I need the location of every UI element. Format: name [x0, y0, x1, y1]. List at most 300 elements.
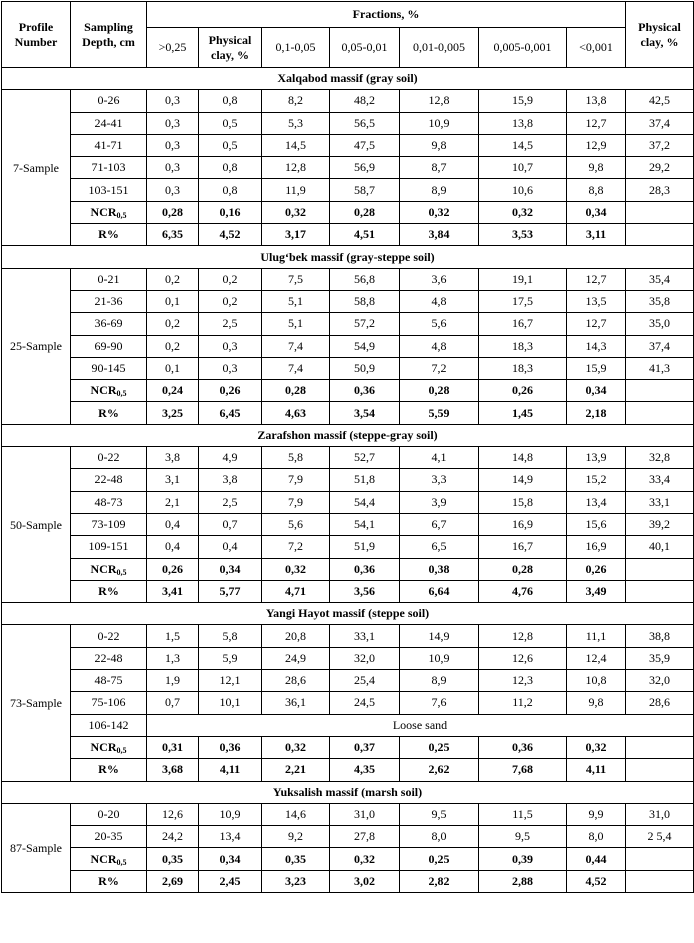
depth-cell: 106-142 [71, 714, 147, 736]
fraction-cell: 0,4 [147, 536, 199, 558]
table-row [2, 536, 694, 558]
fraction-cell: 2,5 [199, 491, 262, 513]
fraction-cell: 1,5 [147, 625, 199, 647]
ncr-label-text: NCR [90, 204, 117, 219]
depth-cell: 0-22 [71, 625, 147, 647]
fraction-cell: 14,5 [262, 134, 330, 156]
fraction-cell: 12,3 [479, 670, 567, 692]
fraction-cell: 14,6 [262, 803, 330, 825]
ncr-cell: 0,32 [262, 201, 330, 223]
fraction-cell: 14,5 [479, 134, 567, 156]
fraction-cell: 13,9 [567, 447, 626, 469]
ncr-label [71, 736, 147, 758]
r-percent-cell: 5,77 [199, 580, 262, 602]
fraction-cell: 16,7 [479, 536, 567, 558]
ncr-cell: 0,25 [400, 736, 479, 758]
ncr-row [2, 380, 694, 402]
depth-cell: 0-20 [71, 803, 147, 825]
physical-clay-cell: 35,8 [626, 290, 694, 312]
r-percent-cell: 3,54 [330, 402, 400, 424]
r-percent-cell: 3,25 [147, 402, 199, 424]
table-row [2, 90, 694, 112]
table-row [2, 335, 694, 357]
empty-cell [626, 759, 694, 781]
fraction-cell: 11,1 [567, 625, 626, 647]
ncr-label-text: NCR [90, 383, 117, 398]
empty-cell [626, 558, 694, 580]
r-percent-cell: 1,45 [479, 402, 567, 424]
fraction-cell: 15,9 [479, 90, 567, 112]
fraction-cell: 11,9 [262, 179, 330, 201]
r-percent-label: R% [71, 402, 147, 424]
fraction-cell: 19,1 [479, 268, 567, 290]
r-percent-cell: 4,52 [567, 870, 626, 892]
fraction-cell: 10,6 [479, 179, 567, 201]
fraction-cell: 0,7 [199, 513, 262, 535]
depth-cell: 48-75 [71, 670, 147, 692]
r-percent-cell: 3,84 [400, 224, 479, 246]
r-percent-cell: 4,11 [567, 759, 626, 781]
fraction-cell: 13,8 [479, 112, 567, 134]
ncr-cell: 0,32 [262, 558, 330, 580]
fraction-cell: 7,9 [262, 491, 330, 513]
fraction-cell: 12,6 [147, 803, 199, 825]
fraction-cell: 0,3 [147, 134, 199, 156]
massif-title: Zarafshon massif (steppe-gray soil) [2, 424, 694, 446]
fraction-cell: 3,1 [147, 469, 199, 491]
fraction-cell: 11,2 [479, 692, 567, 714]
physical-clay-cell: 42,5 [626, 90, 694, 112]
ncr-cell: 0,24 [147, 380, 199, 402]
ncr-cell: 0,32 [330, 848, 400, 870]
fraction-cell: 5,6 [400, 313, 479, 335]
fraction-cell: 0,5 [199, 134, 262, 156]
r-percent-cell: 2,69 [147, 870, 199, 892]
fraction-cell: 14,3 [567, 335, 626, 357]
table-row [2, 491, 694, 513]
depth-cell: 90-145 [71, 357, 147, 379]
ncr-cell: 0,38 [400, 558, 479, 580]
massif-title-row [2, 603, 694, 625]
fraction-cell: 0,4 [199, 536, 262, 558]
table-row [2, 134, 694, 156]
fraction-cell: 14,9 [479, 469, 567, 491]
soil-fractions-table [1, 1, 694, 893]
massif-title-row [2, 424, 694, 446]
fraction-cell: 9,8 [567, 692, 626, 714]
fraction-cell: 51,9 [330, 536, 400, 558]
ncr-cell: 0,34 [199, 558, 262, 580]
fraction-cell: 9,2 [262, 826, 330, 848]
r-percent-cell: 3,23 [262, 870, 330, 892]
physical-clay-cell: 31,0 [626, 803, 694, 825]
physical-clay-cell: 29,2 [626, 157, 694, 179]
r-percent-cell: 4,71 [262, 580, 330, 602]
r-percent-cell: 2,18 [567, 402, 626, 424]
ncr-cell: 0,35 [262, 848, 330, 870]
profile-number: 25-Sample [2, 268, 71, 424]
fraction-cell: 4,9 [199, 447, 262, 469]
ncr-cell: 0,32 [567, 736, 626, 758]
r-percent-cell: 4,35 [330, 759, 400, 781]
ncr-label [71, 848, 147, 870]
fraction-cell: 56,9 [330, 157, 400, 179]
r-percent-cell: 4,63 [262, 402, 330, 424]
physical-clay-cell: 2 5,4 [626, 826, 694, 848]
empty-cell [626, 402, 694, 424]
fraction-cell: 0,3 [147, 179, 199, 201]
ncr-cell: 0,35 [147, 848, 199, 870]
fraction-cell: 13,5 [567, 290, 626, 312]
ncr-cell: 0,31 [147, 736, 199, 758]
fraction-cell: 15,2 [567, 469, 626, 491]
fraction-cell: 8,0 [567, 826, 626, 848]
ncr-cell: 0,34 [567, 380, 626, 402]
r-percent-cell: 6,35 [147, 224, 199, 246]
r-percent-cell: 3,56 [330, 580, 400, 602]
ncr-cell: 0,37 [330, 736, 400, 758]
ncr-cell: 0,28 [262, 380, 330, 402]
fraction-cell: 0,2 [147, 268, 199, 290]
fraction-cell: 7,9 [262, 469, 330, 491]
header-fraction-col: <0,001 [567, 28, 626, 68]
fraction-cell: 58,8 [330, 290, 400, 312]
header-physical-clay: Physical clay, % [626, 2, 694, 68]
fraction-cell: 16,9 [479, 513, 567, 535]
ncr-cell: 0,25 [400, 848, 479, 870]
ncr-cell: 0,36 [330, 558, 400, 580]
header-fraction-col: 0,01-0,005 [400, 28, 479, 68]
fraction-cell: 1,3 [147, 647, 199, 669]
table-row [2, 670, 694, 692]
fraction-cell: 33,1 [330, 625, 400, 647]
depth-cell: 103-151 [71, 179, 147, 201]
fraction-cell: 7,4 [262, 335, 330, 357]
physical-clay-cell: 37,2 [626, 134, 694, 156]
fraction-cell: 54,9 [330, 335, 400, 357]
header-sampling-depth: Sampling Depth, cm [71, 2, 147, 68]
massif-title: Ulug‘bek massif (gray-steppe soil) [2, 246, 694, 268]
fraction-cell: 0,7 [147, 692, 199, 714]
r-percent-cell: 3,41 [147, 580, 199, 602]
fraction-cell: 32,0 [330, 647, 400, 669]
fraction-cell: 25,4 [330, 670, 400, 692]
fraction-cell: 16,7 [479, 313, 567, 335]
r-percent-cell: 3,17 [262, 224, 330, 246]
fraction-cell: 9,8 [567, 157, 626, 179]
header-fraction-col: 0,005-0,001 [479, 28, 567, 68]
physical-clay-cell: 33,4 [626, 469, 694, 491]
depth-cell: 73-109 [71, 513, 147, 535]
fraction-cell: 0,3 [147, 90, 199, 112]
fraction-cell: 4,8 [400, 290, 479, 312]
massif-title-row [2, 781, 694, 803]
fraction-cell: 51,8 [330, 469, 400, 491]
ncr-cell: 0,36 [479, 736, 567, 758]
fraction-cell: 12,8 [400, 90, 479, 112]
header-fraction-col: 0,05-0,01 [330, 28, 400, 68]
empty-cell [626, 870, 694, 892]
fraction-cell: 12,8 [262, 157, 330, 179]
massif-title: Yuksalish massif (marsh soil) [2, 781, 694, 803]
r-percent-cell: 3,02 [330, 870, 400, 892]
physical-clay-cell: 41,3 [626, 357, 694, 379]
empty-cell [626, 380, 694, 402]
fraction-cell: 0,2 [199, 290, 262, 312]
depth-cell: 20-35 [71, 826, 147, 848]
physical-clay-cell: 35,0 [626, 313, 694, 335]
r-percent-cell: 6,64 [400, 580, 479, 602]
ncr-cell: 0,36 [330, 380, 400, 402]
fraction-cell: 10,9 [400, 647, 479, 669]
table-row [2, 714, 694, 736]
physical-clay-cell: 28,3 [626, 179, 694, 201]
ncr-cell: 0,34 [567, 201, 626, 223]
fraction-cell: 47,5 [330, 134, 400, 156]
ncr-cell: 0,36 [199, 736, 262, 758]
r-percent-cell: 4,52 [199, 224, 262, 246]
ncr-cell: 0,28 [330, 201, 400, 223]
fraction-cell: 2,5 [199, 313, 262, 335]
fraction-cell: 0,5 [199, 112, 262, 134]
r-percent-row [2, 870, 694, 892]
fraction-cell: 15,8 [479, 491, 567, 513]
fraction-cell: 5,3 [262, 112, 330, 134]
ncr-cell: 0,39 [479, 848, 567, 870]
depth-cell: 22-48 [71, 469, 147, 491]
empty-cell [626, 736, 694, 758]
header-fraction-col: Physical clay, % [199, 28, 262, 68]
r-percent-cell: 6,45 [199, 402, 262, 424]
fraction-cell: 12,7 [567, 112, 626, 134]
fraction-cell: 14,9 [400, 625, 479, 647]
table-row [2, 647, 694, 669]
depth-cell: 36-69 [71, 313, 147, 335]
ncr-cell: 0,32 [262, 736, 330, 758]
table-row [2, 447, 694, 469]
header-profile-number: Profile Number [2, 2, 71, 68]
r-percent-label: R% [71, 580, 147, 602]
r-percent-cell: 4,76 [479, 580, 567, 602]
ncr-cell: 0,28 [147, 201, 199, 223]
fraction-cell: 3,6 [400, 268, 479, 290]
fraction-cell: 10,7 [479, 157, 567, 179]
r-percent-row [2, 402, 694, 424]
ncr-label [71, 558, 147, 580]
table-header [2, 2, 694, 68]
fraction-cell: 52,7 [330, 447, 400, 469]
fraction-cell: 0,1 [147, 290, 199, 312]
fraction-cell: 56,5 [330, 112, 400, 134]
ncr-cell: 0,32 [400, 201, 479, 223]
fraction-cell: 10,9 [199, 803, 262, 825]
fraction-cell: 0,3 [147, 112, 199, 134]
ncr-cell: 0,16 [199, 201, 262, 223]
table-row [2, 290, 694, 312]
table-row [2, 692, 694, 714]
empty-cell [626, 224, 694, 246]
fraction-cell: 17,5 [479, 290, 567, 312]
physical-clay-cell: 40,1 [626, 536, 694, 558]
profile-number: 50-Sample [2, 447, 71, 603]
table-row [2, 112, 694, 134]
table-body [2, 68, 694, 893]
table-row [2, 469, 694, 491]
fraction-cell: 3,9 [400, 491, 479, 513]
fraction-cell: 10,9 [400, 112, 479, 134]
ncr-cell: 0,26 [567, 558, 626, 580]
fraction-cell: 56,8 [330, 268, 400, 290]
r-percent-label: R% [71, 759, 147, 781]
r-percent-cell: 2,62 [400, 759, 479, 781]
fraction-cell: 8,9 [400, 670, 479, 692]
table-row [2, 826, 694, 848]
fraction-cell: 24,5 [330, 692, 400, 714]
r-percent-row [2, 580, 694, 602]
fraction-cell: 27,8 [330, 826, 400, 848]
fraction-cell: 7,2 [262, 536, 330, 558]
fraction-cell: 0,3 [147, 157, 199, 179]
profile-number: 7-Sample [2, 90, 71, 246]
fraction-cell: 7,4 [262, 357, 330, 379]
depth-cell: 41-71 [71, 134, 147, 156]
fraction-cell: 5,9 [199, 647, 262, 669]
r-percent-cell: 3,53 [479, 224, 567, 246]
fraction-cell: 20,8 [262, 625, 330, 647]
fraction-cell: 54,4 [330, 491, 400, 513]
depth-cell: 69-90 [71, 335, 147, 357]
fraction-cell: 4,8 [400, 335, 479, 357]
depth-cell: 48-73 [71, 491, 147, 513]
fraction-cell: 15,6 [567, 513, 626, 535]
r-percent-label: R% [71, 224, 147, 246]
physical-clay-cell: 38,8 [626, 625, 694, 647]
ncr-cell: 0,28 [479, 558, 567, 580]
massif-title-row [2, 246, 694, 268]
fraction-cell: 12,6 [479, 647, 567, 669]
r-percent-cell: 4,51 [330, 224, 400, 246]
fraction-cell: 9,5 [400, 803, 479, 825]
fraction-cell: 18,3 [479, 335, 567, 357]
header-fraction-col: >0,25 [147, 28, 199, 68]
ncr-cell: 0,26 [147, 558, 199, 580]
header-fraction-col: 0,1-0,05 [262, 28, 330, 68]
fraction-cell: 0,8 [199, 157, 262, 179]
ncr-cell: 0,26 [479, 380, 567, 402]
depth-cell: 0-21 [71, 268, 147, 290]
fraction-cell: 0,3 [199, 335, 262, 357]
fraction-cell: 10,8 [567, 670, 626, 692]
fraction-cell: 54,1 [330, 513, 400, 535]
ncr-cell: 0,26 [199, 380, 262, 402]
ncr-label-subscript: 0,5 [116, 210, 127, 220]
r-percent-cell: 7,68 [479, 759, 567, 781]
fraction-cell: 8,8 [567, 179, 626, 201]
massif-title: Yangi Hayot massif (steppe soil) [2, 603, 694, 625]
physical-clay-cell: 35,9 [626, 647, 694, 669]
fraction-cell: 9,8 [400, 134, 479, 156]
fraction-cell: 7,2 [400, 357, 479, 379]
fraction-cell: 13,8 [567, 90, 626, 112]
fraction-cell: 0,4 [147, 513, 199, 535]
depth-cell: 22-48 [71, 647, 147, 669]
fraction-cell: 10,1 [199, 692, 262, 714]
fraction-cell: 31,0 [330, 803, 400, 825]
fraction-cell: 7,5 [262, 268, 330, 290]
ncr-label-subscript: 0,5 [116, 857, 127, 867]
fraction-cell: 12,9 [567, 134, 626, 156]
table-row [2, 803, 694, 825]
r-percent-cell: 3,49 [567, 580, 626, 602]
r-percent-cell: 2,45 [199, 870, 262, 892]
depth-cell: 0-22 [71, 447, 147, 469]
header-fractions: Fractions, % [147, 2, 626, 28]
ncr-label-text: NCR [90, 561, 117, 576]
massif-title: Xalqabod massif (gray soil) [2, 68, 694, 90]
fraction-cell: 5,1 [262, 313, 330, 335]
fraction-cell: 28,6 [262, 670, 330, 692]
ncr-label-text: NCR [90, 740, 117, 755]
r-percent-row [2, 759, 694, 781]
ncr-label-subscript: 0,5 [116, 567, 127, 577]
ncr-row [2, 848, 694, 870]
fraction-cell: 9,9 [567, 803, 626, 825]
massif-title-row [2, 68, 694, 90]
fraction-cell: 8,7 [400, 157, 479, 179]
profile-number: 87-Sample [2, 803, 71, 892]
table-row [2, 268, 694, 290]
fraction-cell: 48,2 [330, 90, 400, 112]
depth-cell: 71-103 [71, 157, 147, 179]
r-percent-row [2, 224, 694, 246]
physical-clay-cell: 32,0 [626, 670, 694, 692]
physical-clay-cell: 37,4 [626, 335, 694, 357]
fraction-cell: 0,3 [199, 357, 262, 379]
empty-cell [626, 580, 694, 602]
fraction-cell: 13,4 [199, 826, 262, 848]
fraction-cell: 36,1 [262, 692, 330, 714]
physical-clay-cell: 28,6 [626, 692, 694, 714]
depth-cell: 75-106 [71, 692, 147, 714]
depth-cell: 109-151 [71, 536, 147, 558]
fraction-cell: 6,7 [400, 513, 479, 535]
fraction-cell: 3,8 [199, 469, 262, 491]
table-row [2, 513, 694, 535]
ncr-cell: 0,32 [479, 201, 567, 223]
table-row [2, 157, 694, 179]
table-row [2, 179, 694, 201]
fraction-cell: 15,9 [567, 357, 626, 379]
physical-clay-cell: 37,4 [626, 112, 694, 134]
fraction-cell: 1,9 [147, 670, 199, 692]
fraction-cell: 8,2 [262, 90, 330, 112]
physical-clay-cell: 32,8 [626, 447, 694, 469]
ncr-cell: 0,28 [400, 380, 479, 402]
fraction-cell: 0,8 [199, 179, 262, 201]
fraction-cell: 0,8 [199, 90, 262, 112]
fraction-cell: 50,9 [330, 357, 400, 379]
r-percent-label: R% [71, 870, 147, 892]
table-row [2, 357, 694, 379]
table-row [2, 313, 694, 335]
fraction-cell: 12,8 [479, 625, 567, 647]
fraction-cell: 58,7 [330, 179, 400, 201]
table-row [2, 625, 694, 647]
fraction-cell: 9,5 [479, 826, 567, 848]
ncr-row [2, 201, 694, 223]
fraction-cell: 12,7 [567, 268, 626, 290]
fraction-cell: 14,8 [479, 447, 567, 469]
